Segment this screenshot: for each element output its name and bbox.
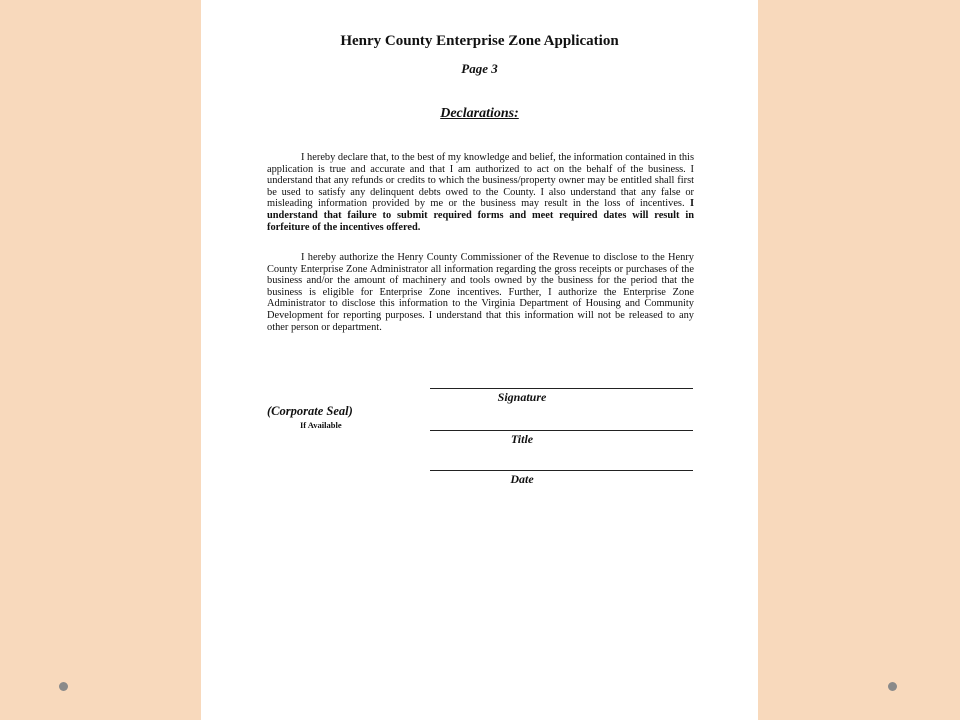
declarations-heading: Declarations: [440, 106, 519, 121]
declaration-text: I hereby declare that, to the best of my knowledge and belief, the information contained in this application is true and accurate and that I am authorized to act on the behalf of the business. I understand that any refunds or credits to which the business/property owner may be entitled shall first be used to satisfy any delinquent debts owed to the County. I also understand that any false or misleading information provided by me or the business may result in the loss of incentives. [267, 152, 694, 210]
declaration-bold-text: I understand that failure to submit required forms and meet required dates will result in forfeiture of the incentives offered. [267, 198, 694, 233]
document-title: Henry County Enterprise Zone Application [340, 33, 619, 49]
authorization-paragraph: I hereby authorize the Henry County Commissioner of the Revenue to disclose to the Henry County Enterprise Zone Administrator all information regarding the gross receipts or purchases of the business and/or the amount of machinery and tools owned by the business for the period that the business is eligible for Enterprise Zone incentives. Further, I authorize the Enterprise Zone Administrator to disclose this information to the Virginia Department of Housing and Community Development for reporting purposes. I understand that this information will not be released to any other person or department. [267, 252, 694, 333]
title-caption: Title [510, 432, 534, 446]
seal-note: If Available [300, 420, 342, 430]
document-page [201, 0, 758, 720]
signature-caption: Signature [497, 390, 547, 404]
title-line [430, 430, 693, 431]
page-label: Page 3 [461, 61, 498, 76]
left-bullet-dot [59, 682, 68, 691]
right-bullet-dot [888, 682, 897, 691]
date-line [430, 470, 693, 471]
corporate-seal-label: (Corporate Seal) [267, 404, 353, 418]
signature-line [430, 388, 693, 389]
declaration-paragraph [267, 152, 694, 233]
date-caption: Date [510, 472, 534, 486]
